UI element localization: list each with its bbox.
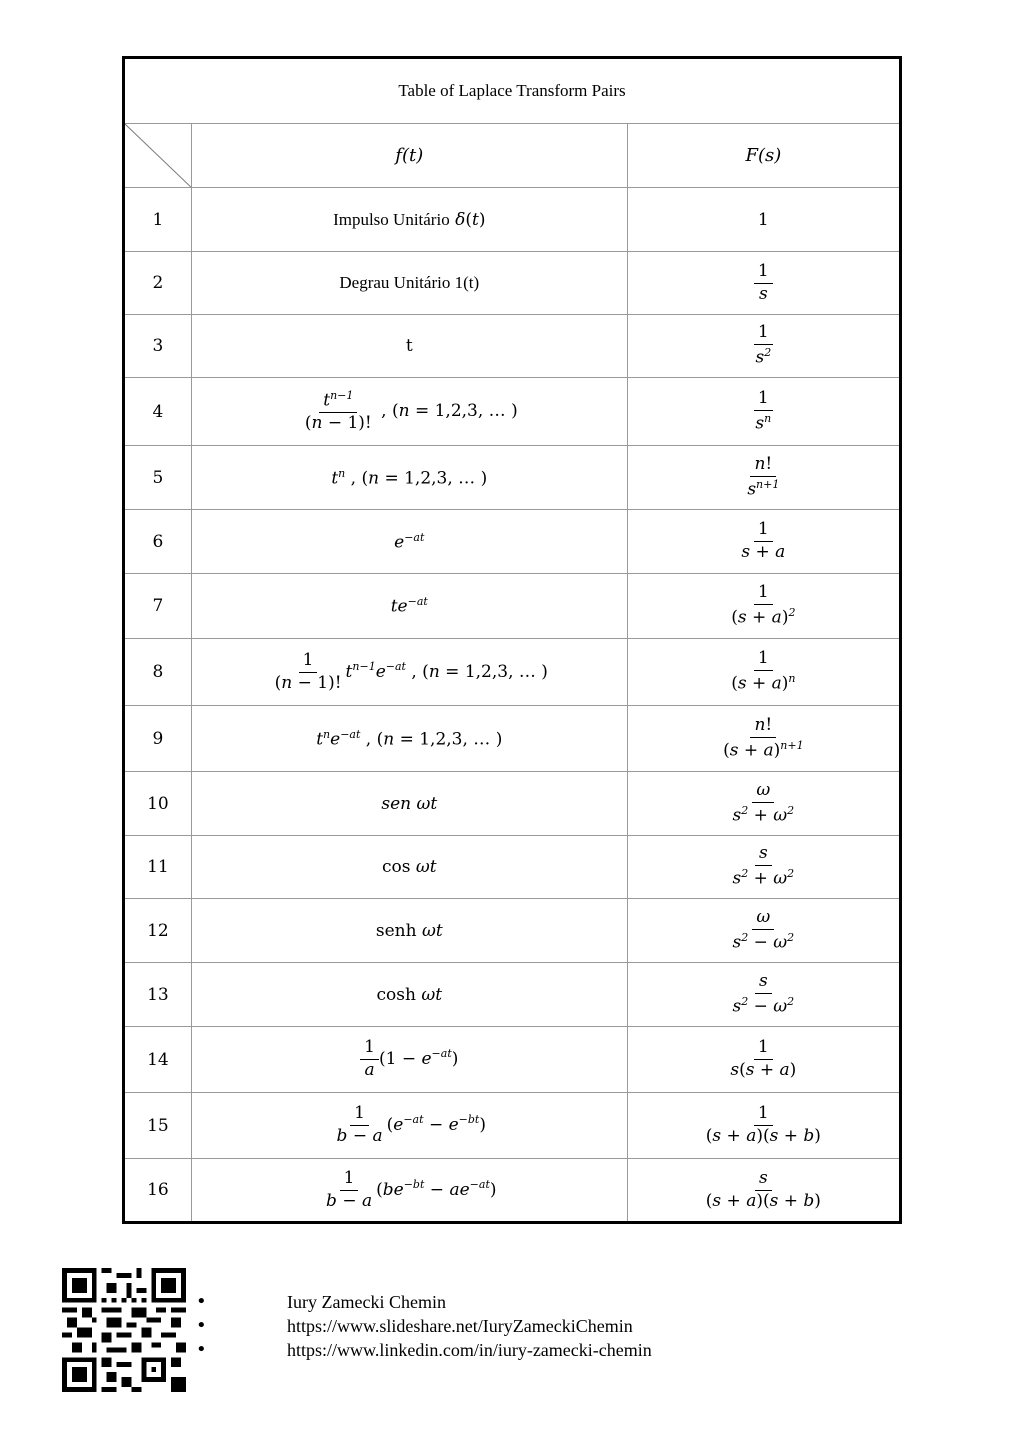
Fs-cell: $\frac{n!}{s^{n+1}}$ xyxy=(627,446,900,510)
row-number: 8 xyxy=(124,639,192,706)
laplace-table xyxy=(122,56,902,1224)
Fs-cell: $\frac{1}{(s + a)^n}$ xyxy=(627,639,900,706)
ft-cell: Degrau Unitário 1(t) xyxy=(191,252,627,315)
row-number: 4 xyxy=(124,378,192,446)
ft-cell: cos ωt xyxy=(191,836,627,899)
row-number: 14 xyxy=(124,1027,192,1093)
table-row xyxy=(124,188,901,252)
row-number: 13 xyxy=(124,963,192,1027)
Fs-cell: $\frac{1}{s^2}$ xyxy=(627,315,900,378)
table-row xyxy=(124,639,901,706)
Fs-cell: $\frac{n!}{(s + a)^{n+1}}$ xyxy=(627,706,900,772)
bullet-icon: • xyxy=(196,1339,207,1360)
row-number: 15 xyxy=(124,1093,192,1159)
table-row xyxy=(124,836,901,899)
Fs-cell: $\frac{s}{(s + a)(s + b)}$ xyxy=(627,1159,900,1223)
ft-cell: $t^n$ , (n = 1,2,3, … ) xyxy=(191,446,627,510)
ft-cell: t xyxy=(191,315,627,378)
Fs-cell: $\frac{\omega}{s^2 - \omega^2}$ xyxy=(627,899,900,963)
table-row xyxy=(124,772,901,836)
row-number: 1 xyxy=(124,188,192,252)
ft-cell: $\frac{1}{(n - 1)!}$ $t^{n-1}e^{-at}$ , (n = 1,2,3, … ) xyxy=(191,639,627,706)
ft-cell: cosh ωt xyxy=(191,963,627,1027)
table-row xyxy=(124,315,901,378)
row-number: 3 xyxy=(124,315,192,378)
ft-cell: $te^{-at}$ xyxy=(191,574,627,639)
Fs-cell: $\frac{1}{s^n}$ xyxy=(627,378,900,446)
ft-cell: sen ωt xyxy=(191,772,627,836)
ft-cell: $e^{-at}$ xyxy=(191,510,627,574)
table-row xyxy=(124,446,901,510)
slideshare-link[interactable]: https://www.slideshare.net/IuryZameckiChemin xyxy=(287,1316,633,1336)
ft-cell: $\frac{1}{a}$ $(1 - e^{-at})$ xyxy=(191,1027,627,1093)
row-number: 10 xyxy=(124,772,192,836)
row-number: 12 xyxy=(124,899,192,963)
header-Fs: F(s) xyxy=(627,124,900,188)
footer xyxy=(0,1260,1024,1400)
Fs-cell: $\frac{1}{s + a}$ xyxy=(627,510,900,574)
header-row xyxy=(124,124,901,188)
table-row xyxy=(124,378,901,446)
bullet-icon: • xyxy=(196,1291,207,1312)
Fs-cell: $\frac{1}{(s + a)^2}$ xyxy=(627,574,900,639)
row-number: 2 xyxy=(124,252,192,315)
table-row xyxy=(124,899,901,963)
diagonal-corner-cell xyxy=(124,124,192,188)
bullet-list xyxy=(196,1290,207,1362)
Fs-cell: 1 xyxy=(627,188,900,252)
ft-cell: $\frac{1}{b - a}$ $(be^{-bt} - ae^{-at})$ xyxy=(191,1159,627,1223)
Fs-cell: $\frac{1}{s(s + a)}$ xyxy=(627,1027,900,1093)
table-row xyxy=(124,1159,901,1223)
ft-cell: senh ωt xyxy=(191,899,627,963)
Fs-cell: $\frac{1}{s}$ xyxy=(627,252,900,315)
table-row xyxy=(124,706,901,772)
qr-code-icon xyxy=(62,1268,186,1392)
Fs-cell: $\frac{1}{(s + a)(s + b)}$ xyxy=(627,1093,900,1159)
row-number: 16 xyxy=(124,1159,192,1223)
row-number: 9 xyxy=(124,706,192,772)
author-name: Iury Zamecki Chemin xyxy=(287,1292,446,1312)
footer-links xyxy=(287,1290,652,1362)
row-number: 7 xyxy=(124,574,192,639)
diagonal-line xyxy=(125,124,191,187)
table-row xyxy=(124,574,901,639)
ft-cell: $\frac{t^{n-1}}{(n - 1)!}$ , (n = 1,2,3, … ) xyxy=(191,378,627,446)
bullet-icon: • xyxy=(196,1315,207,1336)
row-number: 6 xyxy=(124,510,192,574)
ft-cell: $t^ne^{-at}$ , (n = 1,2,3, … ) xyxy=(191,706,627,772)
row-number: 5 xyxy=(124,446,192,510)
table-row xyxy=(124,510,901,574)
row-number: 11 xyxy=(124,836,192,899)
Fs-cell: $\frac{\omega}{s^2 + \omega^2}$ xyxy=(627,772,900,836)
ft-cell: $\frac{1}{b - a}$ $(e^{-at} - e^{-bt})$ xyxy=(191,1093,627,1159)
table-row xyxy=(124,1093,901,1159)
table-row xyxy=(124,252,901,315)
table-row xyxy=(124,963,901,1027)
linkedin-link[interactable]: https://www.linkedin.com/in/iury-zamecki-chemin xyxy=(287,1340,652,1360)
table-row xyxy=(124,1027,901,1093)
table-title: Table of Laplace Transform Pairs xyxy=(124,58,901,124)
Fs-cell: $\frac{s}{s^2 - \omega^2}$ xyxy=(627,963,900,1027)
header-ft: f(t) xyxy=(191,124,627,188)
Fs-cell: $\frac{s}{s^2 + \omega^2}$ xyxy=(627,836,900,899)
ft-cell: Impulso Unitário δ(t) xyxy=(191,188,627,252)
